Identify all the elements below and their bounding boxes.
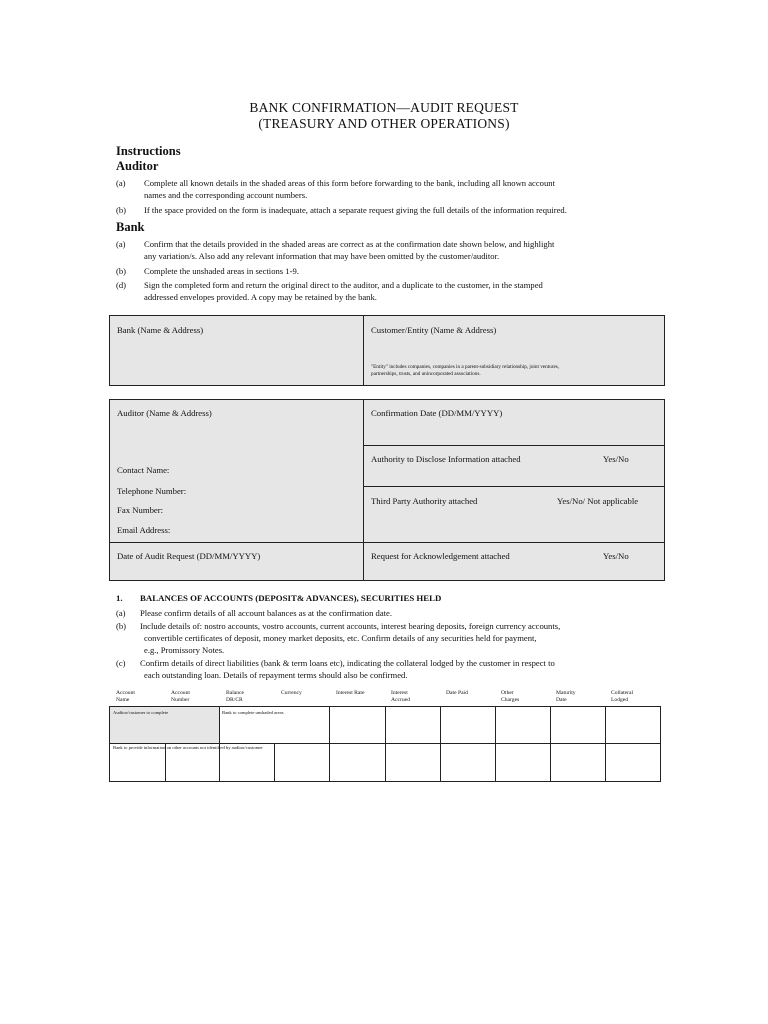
bank-instruction-d xyxy=(116,279,661,303)
col-header-interest-rate xyxy=(336,690,364,697)
item-label: (b) xyxy=(116,621,127,631)
col-header-currency xyxy=(281,690,302,697)
fax-number-field[interactable]: Fax Number: xyxy=(117,505,164,515)
table-col-divider xyxy=(385,707,386,781)
section1-item-c xyxy=(116,657,661,681)
col-header-balance xyxy=(226,690,244,703)
form-subtitle: (TREASURY AND OTHER OPERATIONS) xyxy=(258,116,510,131)
col-header-line: Maturity xyxy=(556,690,576,696)
item-label: (b) xyxy=(116,205,127,215)
bank-name-address-field[interactable]: Bank (Name & Address) xyxy=(117,325,204,335)
item-line: each outstanding loan. Details of repayment terms should also be confirmed. xyxy=(144,670,408,680)
box-row-divider xyxy=(363,445,665,446)
balances-table xyxy=(109,706,661,782)
col-header-interest-accrued xyxy=(391,690,410,703)
item-line: names and the corresponding account numbers. xyxy=(144,190,308,200)
box-divider xyxy=(363,316,364,385)
table-col-divider xyxy=(605,707,606,781)
instructions-heading: Instructions xyxy=(116,144,181,158)
bank-heading: Bank xyxy=(116,220,145,234)
audit-request-date-field[interactable]: Date of Audit Request (DD/MM/YYYY) xyxy=(117,551,261,561)
item-line: e.g., Promissory Notes. xyxy=(144,645,225,655)
contact-name-field[interactable]: Contact Name: xyxy=(117,465,170,475)
col-header-line: Collateral xyxy=(611,690,634,696)
item-label: (b) xyxy=(116,266,127,276)
col-header-account-name xyxy=(116,690,135,703)
item-line: Please confirm details of all account balances as at the confirmation date. xyxy=(140,608,392,618)
col-header-maturity-date xyxy=(556,690,576,703)
auditor-confirmation-box xyxy=(109,399,665,581)
box-divider xyxy=(363,400,364,580)
table-col-divider xyxy=(440,707,441,781)
table-col-divider xyxy=(329,707,330,781)
bank-customer-box xyxy=(109,315,665,386)
item-line: Include details of: nostro accounts, vostro accounts, current accounts, interest bearing deposits, foreign currency accounts, xyxy=(140,621,561,631)
section-title: BALANCES OF ACCOUNTS (DEPOSIT& ADVANCES), SECURITIES HELD xyxy=(140,593,442,603)
email-address-field[interactable]: Email Address: xyxy=(117,525,171,535)
telephone-number-field[interactable]: Telephone Number: xyxy=(117,486,187,496)
col-header-collateral-lodged xyxy=(611,690,633,703)
item-label: (a) xyxy=(116,178,126,188)
table-col-divider xyxy=(274,743,275,781)
item-line: any variation/s. Also add any relevant information that may have been omitted by the customer/auditor. xyxy=(144,251,500,261)
entity-note-line: partnerships, trusts, and unincorporated associations. xyxy=(371,371,481,377)
item-line: Complete all known details in the shaded areas of this form before forwarding to the bank, including all known account xyxy=(144,178,555,188)
customer-entity-field[interactable]: Customer/Entity (Name & Address) xyxy=(371,325,497,335)
auditor-name-address-field[interactable]: Auditor (Name & Address) xyxy=(117,408,212,418)
form-title: BANK CONFIRMATION—AUDIT REQUEST xyxy=(249,100,519,115)
third-party-authority-label: Third Party Authority attached xyxy=(371,496,478,506)
acknowledgement-label: Request for Acknowledgement attached xyxy=(371,551,510,561)
box-row-divider xyxy=(110,542,665,543)
table-col-divider xyxy=(550,707,551,781)
item-label: (c) xyxy=(116,658,126,668)
item-line: Complete the unshaded areas in sections 1-9. xyxy=(144,266,299,276)
item-label: (a) xyxy=(116,608,126,618)
col-header-account-number xyxy=(171,690,190,703)
col-header-line: Charges xyxy=(501,696,520,703)
authority-disclose-label: Authority to Disclose Information attached xyxy=(371,454,521,464)
table-col-divider xyxy=(495,707,496,781)
third-party-authority-value[interactable]: Yes/No/ Not applicable xyxy=(557,496,639,506)
item-label: (d) xyxy=(116,280,127,290)
auditor-heading: Auditor xyxy=(116,159,159,173)
col-header-line: Accrued xyxy=(391,696,410,703)
authority-disclose-value[interactable]: Yes/No xyxy=(603,454,629,464)
col-header-line: Lodged xyxy=(611,696,629,703)
bank-instruction-a xyxy=(116,238,661,262)
entity-note-line: "Entity" includes companies, companies in a parent-subsidiary relationship, joint ventures, xyxy=(371,364,560,370)
col-header-line: Balance xyxy=(226,690,245,696)
box-row-divider xyxy=(363,486,665,487)
item-line: If the space provided on the form is inadequate, attach a separate request giving the full details of the information required. xyxy=(144,205,567,215)
table-col-divider xyxy=(219,707,220,743)
col-header-line: Date xyxy=(556,696,567,703)
auditor-instruction-a xyxy=(116,177,661,201)
confirmation-date-field[interactable]: Confirmation Date (DD/MM/YYYY) xyxy=(371,408,503,418)
col-header-line: Account xyxy=(116,690,135,696)
col-header-line: Other xyxy=(501,690,514,696)
bank-instruction-b xyxy=(116,265,661,277)
col-header-date-paid xyxy=(446,690,468,697)
col-header-line: Date Paid xyxy=(446,690,468,696)
col-header-line: Interest xyxy=(391,690,408,696)
col-header-other-charges xyxy=(501,690,519,703)
col-header-line: Account xyxy=(171,690,190,696)
col-header-line: Interest Rate xyxy=(336,690,365,696)
item-line: convertible certificates of deposit, money market deposits, etc. Confirm details of any securities held for payment, xyxy=(144,633,537,643)
section1-item-a xyxy=(116,607,661,619)
row1-bank-note: Bank to complete unshaded areas xyxy=(222,710,284,715)
col-header-line: Currency xyxy=(281,690,302,696)
item-line: Confirm details of direct liabilities (bank & term loans etc), indicating the collateral lodged by the customer in respect to xyxy=(140,658,555,668)
section1-item-b xyxy=(116,620,661,656)
row2-bank-note: Bank to provide information on other accounts not identified by auditor/customer xyxy=(113,745,263,750)
auditor-instruction-b xyxy=(116,204,661,216)
col-header-line: Name xyxy=(116,696,130,703)
section-number: 1. xyxy=(116,593,123,603)
acknowledgement-value[interactable]: Yes/No xyxy=(603,551,629,561)
item-line: Confirm that the details provided in the shaded areas are correct as at the confirmation date shown below, and highlight xyxy=(144,239,555,249)
col-header-line: DR/CR xyxy=(226,696,243,703)
entity-note xyxy=(371,364,559,378)
item-label: (a) xyxy=(116,239,126,249)
col-header-line: Number xyxy=(171,696,190,703)
row1-auditor-note: Auditor/customer to complete xyxy=(113,710,169,715)
item-line: Sign the completed form and return the original direct to the auditor, and a duplicate to the customer, in the stamped xyxy=(144,280,543,290)
item-line: addressed envelopes provided. A copy may be retained by the bank. xyxy=(144,292,377,302)
